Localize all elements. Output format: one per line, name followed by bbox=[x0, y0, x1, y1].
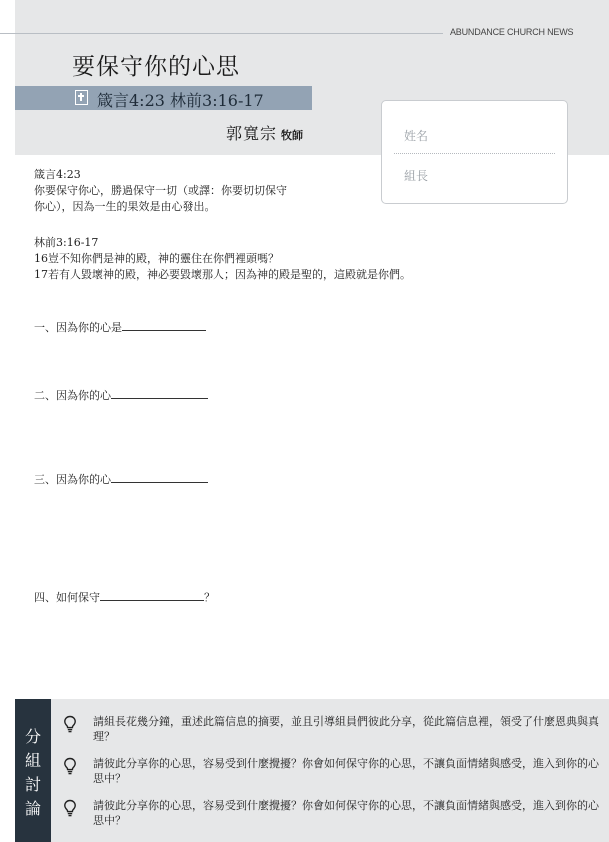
discussion-question: 請彼此分享你的心思，容易受到什麼攪擾？你會如何保守你的心思，不讓負面情緒與感受，進入到你的心思中？ bbox=[93, 799, 599, 827]
discussion-question: 請組長花幾分鐘，重述此篇信息的摘要，並且引導組員們彼此分享，從此篇信息裡，領受了什麼恩典與真理？ bbox=[93, 715, 599, 743]
name-box[interactable] bbox=[381, 100, 568, 204]
fill-in-blank[interactable] bbox=[111, 387, 208, 399]
discussion-title-char: 論 bbox=[24, 799, 41, 818]
lightbulb-icon bbox=[63, 799, 77, 817]
point-text: 一、因為你的心是 bbox=[34, 321, 122, 334]
passage-line: 16豈不知你們是神的殿，神的靈住在你們裡頭嗎？ bbox=[34, 252, 279, 265]
name-field-label: 姓名 bbox=[404, 129, 429, 143]
leader-field-label: 組長 bbox=[404, 169, 429, 183]
passage-line: 17若有人毀壞神的殿，神必要毀壞那人；因為神的殿是聖的，這殿就是你們。 bbox=[34, 268, 411, 281]
point-text: 二、因為你的心 bbox=[34, 389, 111, 402]
passage-proverbs bbox=[34, 167, 287, 215]
top-rule bbox=[0, 33, 443, 34]
discussion-section bbox=[15, 699, 609, 842]
point-4 bbox=[34, 589, 215, 605]
point-text: 四、如何保守 bbox=[34, 591, 100, 604]
point-1 bbox=[34, 319, 206, 335]
fill-in-blank[interactable] bbox=[122, 319, 206, 331]
brand-label: ABUNDANCE CHURCH NEWS bbox=[450, 27, 574, 37]
passage-ref: 林前3:16-17 bbox=[34, 236, 99, 249]
point-2 bbox=[34, 387, 208, 403]
fill-in-blank[interactable] bbox=[100, 589, 204, 601]
passage-line: 你心），因為一生的果效是由心發出。 bbox=[34, 200, 216, 213]
point-text: 三、因為你的心 bbox=[34, 473, 111, 486]
speaker bbox=[226, 121, 303, 144]
passage-corinthians bbox=[34, 235, 411, 283]
discussion-title-char: 分 bbox=[24, 727, 41, 746]
discussion-title-char: 討 bbox=[24, 775, 41, 794]
scripture-reference: 箴言4:23 林前3:16-17 bbox=[97, 91, 264, 110]
lightbulb-icon bbox=[63, 757, 77, 775]
speaker-name: 郭寬宗 bbox=[226, 124, 278, 143]
discussion-tab bbox=[15, 699, 51, 842]
speaker-title: 牧師 bbox=[281, 129, 304, 142]
lightbulb-icon bbox=[63, 715, 77, 733]
point-3 bbox=[34, 471, 208, 487]
bible-icon bbox=[75, 90, 88, 105]
discussion-title bbox=[15, 725, 51, 821]
fill-in-blank[interactable] bbox=[111, 471, 208, 483]
page-title: 要保守你的心思 bbox=[72, 54, 240, 80]
name-box-divider bbox=[394, 153, 555, 154]
discussion-title-char: 組 bbox=[24, 751, 41, 770]
point-suffix: ？ bbox=[204, 591, 215, 604]
passage-line: 你要保守你心，勝過保守一切（或譯：你要切切保守 bbox=[34, 184, 287, 197]
discussion-question: 請彼此分享你的心思，容易受到什麼攪擾？你會如何保守你的心思，不讓負面情緒與感受，進入到你的心思中？ bbox=[93, 757, 599, 785]
passage-ref: 箴言4:23 bbox=[34, 168, 81, 181]
